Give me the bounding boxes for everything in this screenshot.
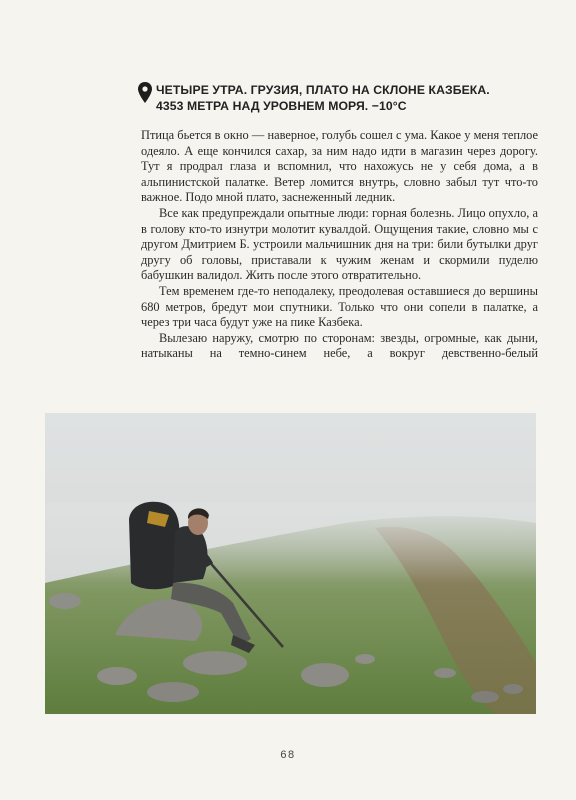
paragraph-3: Тем временем где-то неподалеку, преодолевая оставшиеся до вершины 680 метров, бредут мои спутники. Только что они сопели в палатке, а через три часа будут уже на пике Казбека. [141,283,538,330]
page-number: 68 [280,749,296,761]
header-line-2: 4353 МЕТРА НАД УРОВНЕМ МОРЯ. −10°С [156,99,407,113]
chapter-header [142,82,522,114]
header-line-1: ЧЕТЫРЕ УТРА. ГРУЗИЯ, ПЛАТО НА СКЛОНЕ КАЗБЕКА. [156,83,490,97]
paragraph-1: Птица бьется в окно — наверное, голубь сошел с ума. Какое у меня теплое одеяло. А еще кончился сахар, за ним надо идти в магазин через дорогу. Тут я продрал глаза и вспомнил, что нахожусь не у себя дома, а в альпинистской палатке. Ветер ломится внутрь, словно забыл тут что-то важное. Подо мной плато, заснеженный ледник. [141,128,538,205]
mountain-hiker-photo [45,413,536,714]
paragraph-2: Все как предупреждали опытные люди: горная болезнь. Лицо опухло, а в голову кто-то изнутри молотит кувалдой. Ощущения такие, словно мы с другом Дмитрием Б. устроили мальчишник дня на три: били бутылки друг другу об головы, приставали к чужим женам и скормили пуделю бабушкин валидол. Жить после этого отвратительно. [141,205,538,283]
body-text [141,128,538,362]
location-pin-icon [138,82,152,104]
paragraph-4: Вылезаю наружу, смотрю по сторонам: звезды, огромные, как дыни, натыканы на темно-синем небе, а вокруг девственно-белый [141,330,538,361]
